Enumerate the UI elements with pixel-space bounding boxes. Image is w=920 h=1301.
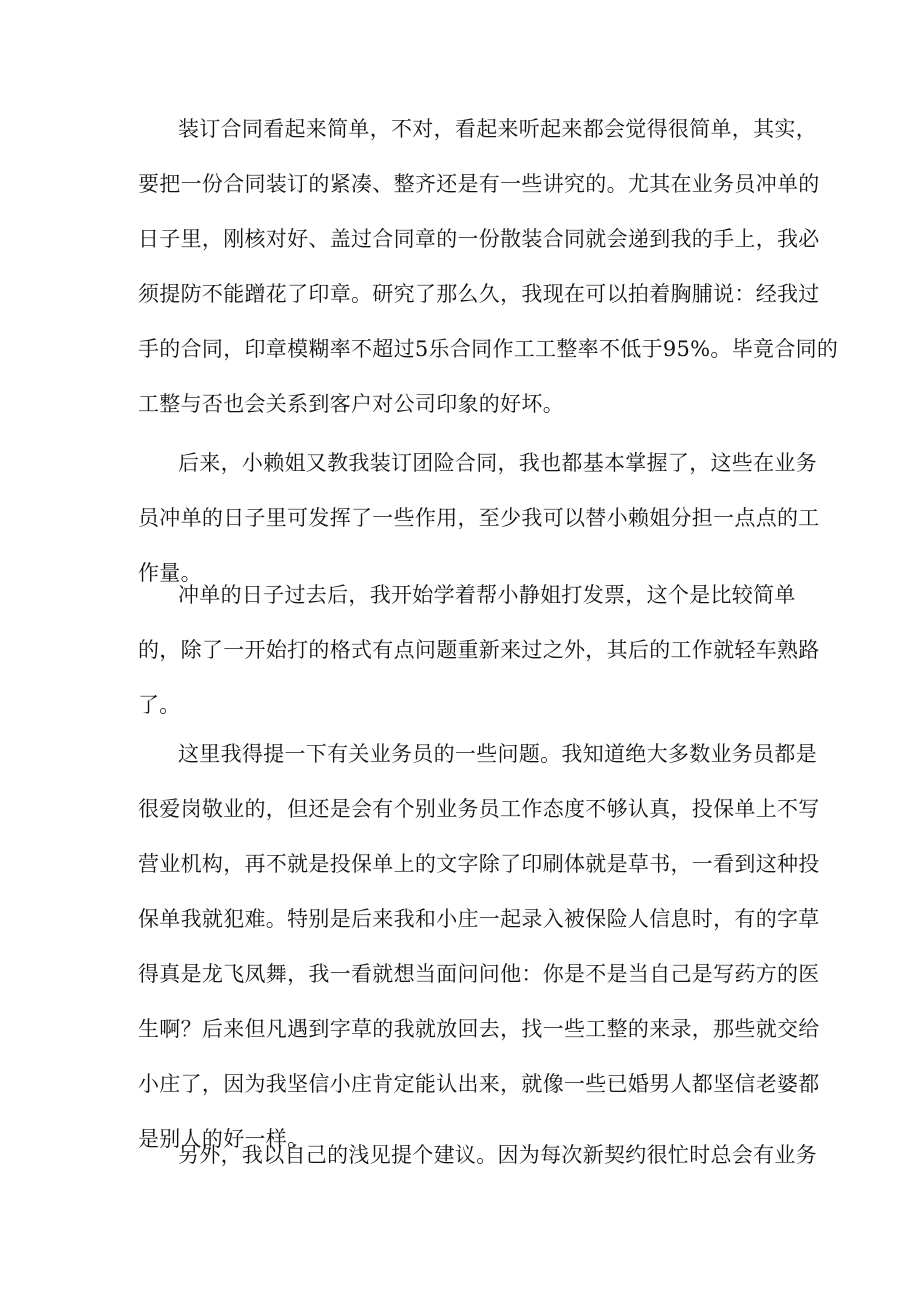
paragraph-binding-contracts <box>138 102 839 432</box>
paragraph-invoices <box>138 568 820 733</box>
text-line: 的，除了一开始打的格式有点问题重新来过之外，其后的工作就轻车熟路 <box>138 638 820 662</box>
text-line: 得真是龙飞凤舞，我一看就想当面问问他：你是不是当自己是写药方的医 <box>138 962 820 986</box>
text-line: 冲单的日子过去后，我开始学着帮小静姐打发票，这个是比较简单 <box>178 583 796 607</box>
text-line: 了。 <box>138 693 181 717</box>
paragraph-salespeople-issues <box>138 727 820 1167</box>
text-line: 很爱岗敬业的，但还是会有个别业务员工作态度不够认真，投保单上不写 <box>138 797 820 821</box>
text-line: 要把一份合同装订的紧凑、整齐还是有一些讲究的。尤其在业务员冲单的 <box>138 172 820 196</box>
text-line: 工整与否也会关系到客户对公司印象的好坏。 <box>138 392 564 416</box>
text-line: 这里我得提一下有关业务员的一些问题。我知道绝大多数业务员都是 <box>178 742 817 766</box>
text-line: 另外，我以自己的浅见提个建议。因为每次新契约很忙时总会有业务 <box>178 1143 817 1167</box>
text-line: 作量。 <box>138 561 202 585</box>
text-line: 生啊？后来但凡遇到字草的我就放回去，找一些工整的来录，那些就交给 <box>138 1017 820 1041</box>
text-line: 日子里，刚核对好、盖过合同章的一份散装合同就会递到我的手上，我必 <box>138 227 820 251</box>
text-line: 是别人的好一样。 <box>138 1127 309 1151</box>
text-line: 员冲单的日子里可发挥了一些作用，至少我可以替小赖姐分担一点点的工 <box>138 506 820 530</box>
text-line: 小庄了，因为我坚信小庄肯定能认出来，就像一些已婚男人都坚信老婆都 <box>138 1072 820 1096</box>
text-line: 后来，小赖姐又教我装订团险合同，我也都基本掌握了，这些在业务 <box>178 451 817 475</box>
text-line: 装订合同看起来简单，不对，看起来听起来都会觉得很简单，其实， <box>178 117 817 141</box>
text-line: 营业机构，再不就是投保单上的文字除了印刷体就是草书，一看到这种投 <box>138 852 820 876</box>
paragraph-suggestion <box>138 1128 817 1183</box>
text-line: 手的合同，印章模糊率不超过5乐合同作工工整率不低于95%。毕竟合同的 <box>138 337 839 361</box>
text-line: 须提防不能蹭花了印章。研究了那么久，我现在可以拍着胸脯说：经我过 <box>138 282 820 306</box>
text-line: 保单我就犯难。特别是后来我和小庄一起录入被保险人信息时，有的字草 <box>138 907 820 931</box>
